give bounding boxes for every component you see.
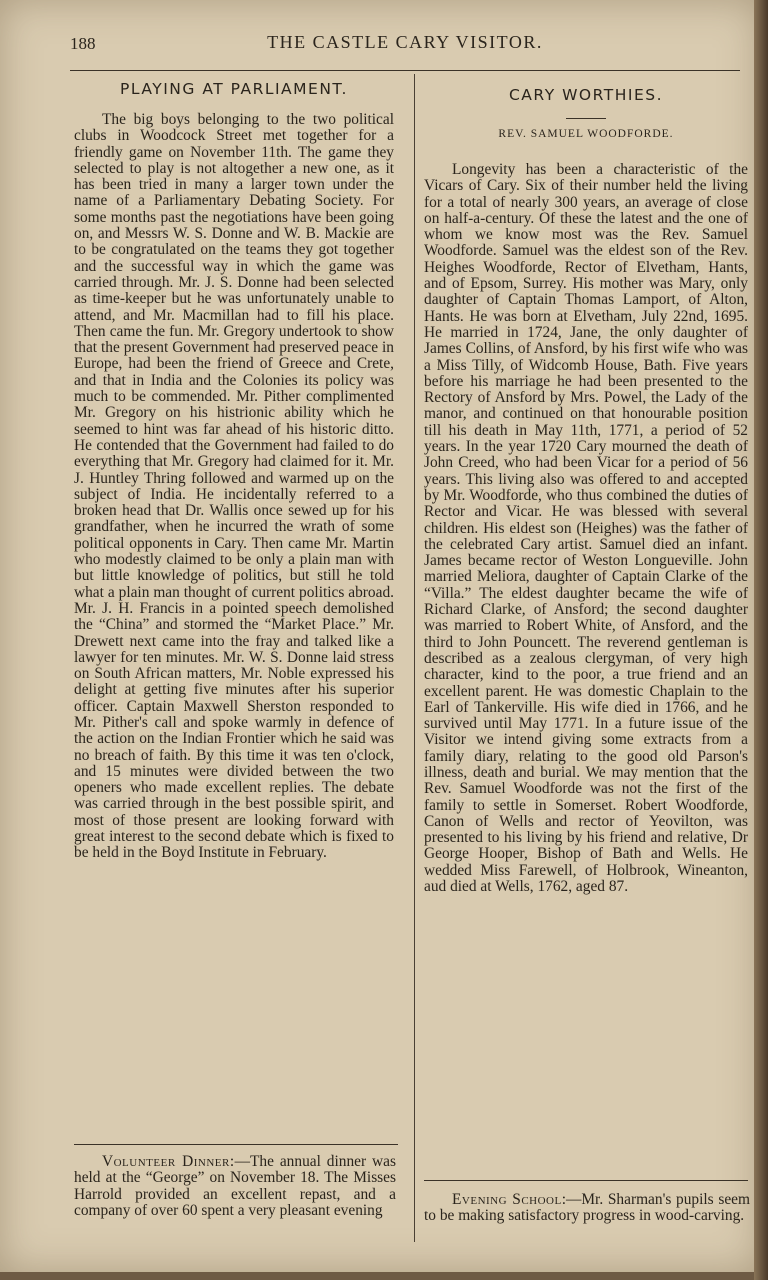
running-title: THE CASTLE CARY VISITOR. [267,32,543,52]
column-divider [414,74,415,1242]
right-article-subtitle: REV. SAMUEL WOODFORDE. [498,128,674,140]
title-ornament-rule [566,118,606,119]
volunteer-dinner-lead: Volunteer Dinner: [102,1153,235,1170]
evening-school-notice [424,1192,750,1225]
left-article-paragraph: The big boys belonging to the two political clubs in Woodcock Street met together for a friendly game on November 11th. The game they selected to play is not altogether a new one, as it has been tried in many a larger town under the name of a Parliamentary Debating Society. For some months past the negotiations have been going on, and Messrs W. S. Donne and W. B. Mackie are to be congratulated on the teams they got together and the successful way in which the game was carried through. Mr. J. S. Donne had been selected as time-keeper but he was unfortunately unable to attend, and Mr. Macmillan had to fill his place. Then came the fun. Mr. Gregory undertook to show that the present Government had preserved peace in Europe, had been the friend of Greece and Crete, and that in India and the Colonies its policy was much to be commended. Mr. Pither complimented Mr. Gregory on his histrionic ability which he seemed to hint was far ahead of his historic ditto. He contended that the Government had failed to do everything that Mr. Gregory had claimed for it. Mr. J. Huntley Thring followed and warmed up on the subject of India. He incidentally referred to a broken head that Dr. Wallis once sewed up for his grandfather, when he incurred the wrath of some political opponents in Cary. Then came Mr. Martin who modestly claimed to be only a plain man with but little knowledge of politics, but still he told what a plain man thought of current politics abroad. Mr. J. H. Francis in a pointed speech demolished the “China” and stormed the “Market Place.” Mr. Drewett next came into the fray and talked like a lawyer for ten minutes. Mr. W. S. Donne laid stress on South African matters, Mr. Noble expressed his delight at getting five minutes after his superior officer. Captain Maxwell Sherston responded to Mr. Pither's call and spoke warmly in defence of the action on the Indian Frontier which he said was no breach of faith. By this time it was ten o'clock, and 15 minutes were divided between the two openers who made excellent replies. The debate was carried through in the best possible spirit, and most of those present are looking forward with great interest to the second debate which is fixed to be held in the Boyd Institute in February. [74,111,394,862]
page-header [70,32,740,60]
right-article-title: CARY WORTHIES. [508,86,664,104]
binding-edge [754,0,768,1280]
right-article-paragraph: Longevity has been a characteristic of the Vicars of Cary. Six of their number held the living for a total of nearly 300 years, an average of close on half-a-century. Of these the latest and the one of whom we know most was the Rev. Samuel Woodforde. Samuel was the eldest son of the Rev. Heighes Woodforde, Rector of Elvetham, Hants, and of Epsom, Surrey. His mother was Mary, only daughter of Captain Thomas Lamport, of Alton, Hants. He was born at Elvetham, July 22nd, 1695. He married in 1724, Jane, the only daughter of James Collins, of Ansford, by his first wife who was a Miss Tilly, of Widcomb House, Bath. Five years before his marriage he had been presented to the Rectory of Ansford by Mrs. Powel, the Lady of the manor, and continued on that honourable position till his death in May 11th, 1771, a period of 52 years. In the year 1720 Cary mourned the death of John Creed, who had been Vicar for a period of 56 years. This living also was offered to and accepted by Mr. Woodforde, who thus combined the duties of Rector and Vicar. He was blessed with several children. His eldest son (Heighes) was the father of the celebrated Cary artist. Samuel died an infant. James became rector of Weston Longueville. John married Meliora, daughter of Captain Clarke of the “Villa.” The eldest daughter became the wife of Richard Clarke, of Ansford; the second daughter was married to Robert White, of Ansford, and the third to John Pouncett. The reverend gentleman is described as a zealous clergyman, of very high character, kind to the poor, a true friend and an excellent parent. He was domestic Chaplain to the Earl of Tankerville. His wife died in 1766, and he survived until May 1771. In a future issue of the Visitor we intend giving some extracts from a family diary, relating to the good old Parson's illness, death and burial. We may mention that the Rev. Samuel Woodforde was not the first of the family to settle in Somerset. Robert Woodforde, Canon of Wells and rector of Yeovilton, was presented to his living by his friend and relative, Dr George Hooper, Bishop of Bath and Wells. He wedded Miss Farewell, of Holbrook, Wineanton, aud died at Wells, 1762, aged 87. [424,161,748,896]
volunteer-dinner-body: —The annual dinner was held at the “George” on November 18. The Misses Harrold provided an excellent repast, and a company of over 60 spent a very pleasant evening [74,1153,396,1219]
evening-school-lead: Evening School [452,1191,562,1208]
evening-school-body: :—Mr. Sharman's pupils seem to be making satisfactory progress in wood-carving. [424,1191,750,1225]
page-number: 188 [70,34,96,53]
evening-school-paragraph [424,1192,750,1225]
volunteer-dinner-notice [74,1154,396,1219]
right-article-body [424,162,748,895]
left-separator-rule [74,1144,398,1145]
left-article-title: PLAYING AT PARLIAMENT. [120,80,348,98]
right-separator-rule [424,1180,748,1181]
header-rule [70,70,740,71]
left-article-body [74,112,394,862]
volunteer-dinner-paragraph [74,1154,396,1219]
